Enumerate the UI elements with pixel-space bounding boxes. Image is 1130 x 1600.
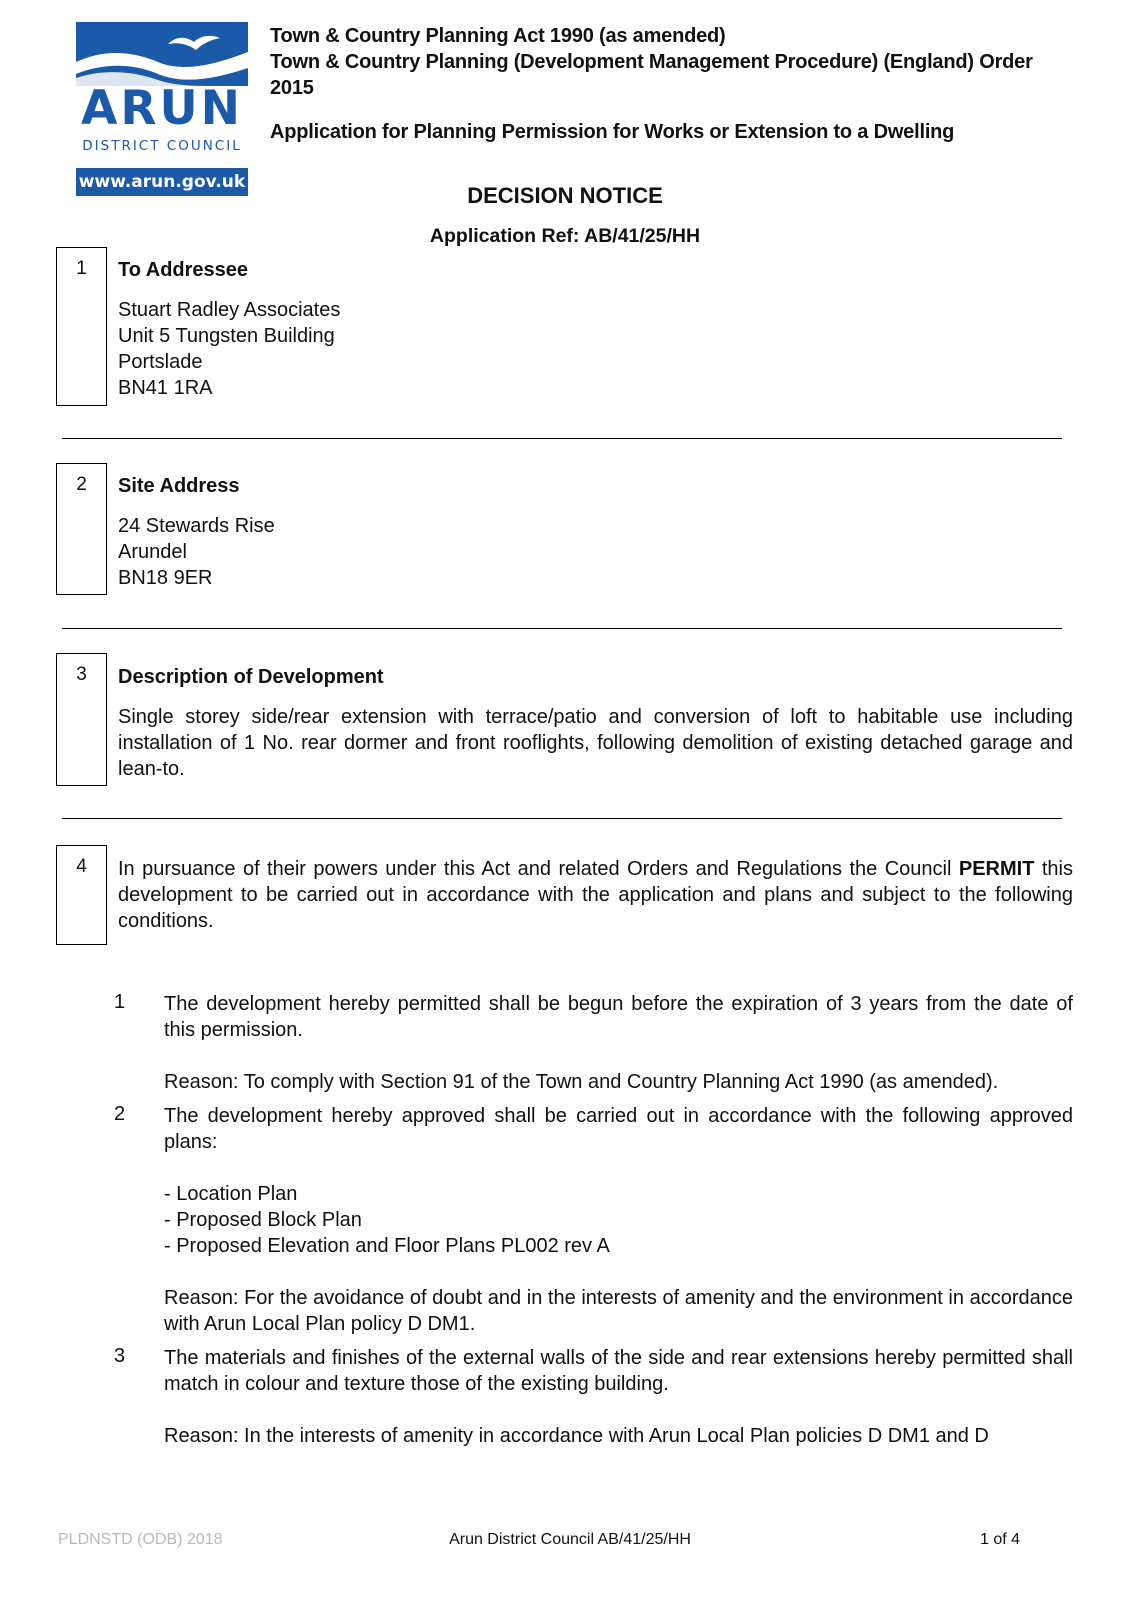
decision-text-before: In pursuance of their powers under this Act and related Orders and Regulations the Council	[118, 858, 959, 880]
divider	[62, 628, 1062, 629]
section-number: 4	[76, 856, 87, 877]
decision-word: PERMIT	[958, 858, 1035, 880]
act-title: Town & Country Planning Act 1990 (as amended)	[270, 25, 726, 47]
condition-text: The development hereby permitted shall be begun before the expiration of 3 years from the date of this permission.	[164, 993, 1073, 1041]
section-number-box	[56, 845, 107, 945]
footer-page-number: 1 of 4	[980, 1531, 1021, 1548]
wave-gull-icon	[76, 22, 248, 86]
site-address-line: Arundel	[118, 541, 187, 563]
condition-reason: Reason: To comply with Section 91 of the Town and Country Planning Act 1990 (as amended).	[164, 1071, 999, 1093]
section-heading: To Addressee	[118, 259, 249, 281]
section-heading: Site Address	[118, 475, 240, 497]
approved-plan-item: - Proposed Block Plan	[164, 1209, 362, 1231]
logo-url: www.arun.gov.uk	[76, 168, 248, 196]
approved-plan-item: - Location Plan	[164, 1183, 298, 1205]
section-heading: Description of Development	[118, 666, 384, 688]
condition-reason: Reason: For the avoidance of doubt and in the interests of amenity and the environment in accordance with Arun Local Plan policy D DM1.	[164, 1287, 1073, 1335]
addressee-line: Unit 5 Tungsten Building	[118, 325, 335, 347]
application-ref: Application Ref: AB/41/25/HH	[429, 225, 701, 247]
divider	[62, 818, 1062, 819]
section-number: 2	[76, 474, 87, 495]
application-type: Application for Planning Permission for Works or Extension to a Dwelling	[270, 121, 955, 143]
order-year: 2015	[270, 77, 314, 99]
order-title: Town & Country Planning (Development Management Procedure) (England) Order	[270, 51, 1033, 73]
condition-number: 2	[114, 1103, 126, 1125]
council-logo	[76, 22, 248, 197]
logo-subtitle: DISTRICT COUNCIL	[82, 138, 242, 154]
development-description: Single storey side/rear extension with terrace/patio and conversion of loft to habitable use including installation of 1 No. rear dormer and front rooflights, following demolition of existing detached garage and lean-to.	[118, 706, 1073, 780]
site-address-line: 24 Stewards Rise	[118, 515, 275, 537]
addressee-line: Stuart Radley Associates	[118, 299, 341, 321]
footer-council-ref: Arun District Council AB/41/25/HH	[449, 1531, 691, 1548]
site-address-line: BN18 9ER	[118, 567, 213, 589]
condition-text: The materials and finishes of the external walls of the side and rear extensions hereby permitted shall match in colour and texture those of the existing building.	[164, 1347, 1073, 1395]
section-number-box	[56, 463, 107, 595]
decision-statement	[118, 856, 1073, 934]
addressee-line: BN41 1RA	[118, 377, 213, 399]
footer-form-code: PLDNSTD (ODB) 2018	[58, 1531, 223, 1548]
section-number-box	[56, 247, 107, 406]
condition-reason: Reason: In the interests of amenity in accordance with Arun Local Plan policies D DM1 and D	[164, 1425, 989, 1447]
addressee-line: Portslade	[118, 351, 203, 373]
condition-number: 1	[114, 991, 126, 1013]
section-number: 3	[76, 664, 87, 685]
section-number-box	[56, 653, 107, 786]
condition-text: The development hereby approved shall be carried out in accordance with the following approved plans:	[164, 1105, 1073, 1153]
divider	[62, 438, 1062, 439]
decision-text-after: this development to be carried out in accordance with the application and plans and subject to the following conditions.	[118, 858, 1073, 932]
logo-wordmark: ARUN	[80, 81, 244, 136]
section-number: 1	[76, 258, 87, 279]
condition-number: 3	[114, 1345, 126, 1367]
notice-title: DECISION NOTICE	[467, 183, 663, 208]
approved-plan-item: - Proposed Elevation and Floor Plans PL002 rev A	[164, 1235, 610, 1257]
